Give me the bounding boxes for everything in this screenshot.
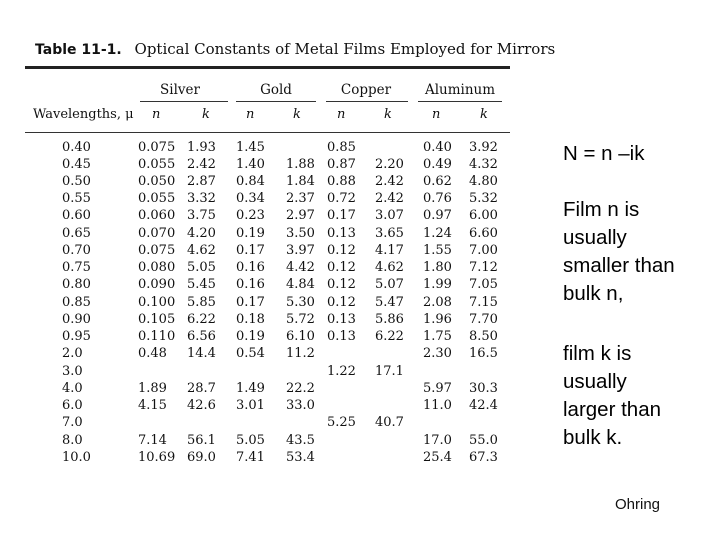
wavelength-cell: 0.45 xyxy=(62,157,91,172)
table-cell: 4.15 xyxy=(138,398,167,413)
table-cell: 3.50 xyxy=(286,226,315,241)
table-cell: 2.97 xyxy=(286,208,315,223)
subheader-aluminum-n: n xyxy=(432,107,441,122)
subheader-gold-n: n xyxy=(246,107,255,122)
table-cell: 5.05 xyxy=(236,433,265,448)
table-cell: 0.110 xyxy=(138,329,176,344)
table-cell: 1.40 xyxy=(236,157,265,172)
table-cell: 5.25 xyxy=(327,415,356,430)
table-cell: 0.85 xyxy=(327,140,356,155)
table-cell: 3.75 xyxy=(187,208,216,223)
table-cell: 0.12 xyxy=(327,243,356,258)
table-cell: 17.1 xyxy=(375,364,404,379)
table-cell: 0.34 xyxy=(236,191,265,206)
wavelength-cell: 7.0 xyxy=(62,415,83,430)
table-cell: 5.85 xyxy=(187,295,216,310)
table-cell: 5.86 xyxy=(375,312,404,327)
table-cell: 0.13 xyxy=(327,329,356,344)
table-cell: 0.97 xyxy=(423,208,452,223)
film-k-line: bulk k. xyxy=(563,426,623,449)
film-n-line: smaller than xyxy=(563,254,675,277)
subheader-aluminum-k: k xyxy=(480,107,488,122)
table-cell: 0.72 xyxy=(327,191,356,206)
table-cell: 55.0 xyxy=(469,433,498,448)
film-k-note xyxy=(563,340,661,452)
wavelength-cell: 0.80 xyxy=(62,277,91,292)
table-cell: 0.080 xyxy=(138,260,176,275)
table-cell: 53.4 xyxy=(286,450,315,465)
table-cell: 7.12 xyxy=(469,260,498,275)
table-cell: 0.12 xyxy=(327,295,356,310)
table-label: Table 11-1. xyxy=(35,42,122,58)
table-cell: 0.16 xyxy=(236,260,265,275)
table-cell: 67.3 xyxy=(469,450,498,465)
table-cell: 1.49 xyxy=(236,381,265,396)
subheader-copper-n: n xyxy=(337,107,346,122)
subheader-silver-k: k xyxy=(202,107,210,122)
film-n-line: usually xyxy=(563,226,627,249)
table-cell: 0.23 xyxy=(236,208,265,223)
gold-rule xyxy=(236,101,316,102)
table-cell: 0.055 xyxy=(138,191,176,206)
table-cell: 4.42 xyxy=(286,260,315,275)
table-cell: 6.10 xyxy=(286,329,315,344)
top-rule xyxy=(25,66,510,69)
table-cell: 4.84 xyxy=(286,277,315,292)
table-cell: 1.88 xyxy=(286,157,315,172)
silver-rule xyxy=(140,101,228,102)
film-k-line: film k is xyxy=(563,342,632,365)
wavelength-cell: 2.0 xyxy=(62,346,83,361)
film-k-line: usually xyxy=(563,370,627,393)
wavelength-cell: 0.95 xyxy=(62,329,91,344)
wavelength-cell: 0.90 xyxy=(62,312,91,327)
table-cell: 1.96 xyxy=(423,312,452,327)
table-cell: 0.49 xyxy=(423,157,452,172)
table-cell: 3.97 xyxy=(286,243,315,258)
table-cell: 3.65 xyxy=(375,226,404,241)
table-cell: 4.32 xyxy=(469,157,498,172)
formula-note: N = n –ik xyxy=(563,142,645,165)
table-cell: 4.80 xyxy=(469,174,498,189)
table-cell: 0.105 xyxy=(138,312,176,327)
table-cell: 0.17 xyxy=(236,243,265,258)
table-cell: 0.76 xyxy=(423,191,452,206)
table-cell: 3.07 xyxy=(375,208,404,223)
metal-header-silver: Silver xyxy=(160,82,200,98)
table-cell: 22.2 xyxy=(286,381,315,396)
wavelength-cell: 0.55 xyxy=(62,191,91,206)
header-rule xyxy=(25,132,510,133)
table-cell: 0.84 xyxy=(236,174,265,189)
copper-rule xyxy=(326,101,408,102)
wavelength-cell: 0.65 xyxy=(62,226,91,241)
wavelength-cell: 4.0 xyxy=(62,381,83,396)
table-cell: 0.12 xyxy=(327,277,356,292)
wavelength-cell: 6.0 xyxy=(62,398,83,413)
metal-header-copper: Copper xyxy=(340,82,392,98)
wavelength-cell: 8.0 xyxy=(62,433,83,448)
table-cell: 0.055 xyxy=(138,157,176,172)
table-cell: 1.99 xyxy=(423,277,452,292)
table-cell: 28.7 xyxy=(187,381,216,396)
table-cell: 6.60 xyxy=(469,226,498,241)
film-k-line: larger than xyxy=(563,398,662,421)
table-cell: 0.17 xyxy=(327,208,356,223)
table-cell: 25.4 xyxy=(423,450,452,465)
table-cell: 17.0 xyxy=(423,433,452,448)
table-cell: 2.42 xyxy=(187,157,216,172)
table-cell: 7.05 xyxy=(469,277,498,292)
table-cell: 42.6 xyxy=(187,398,216,413)
table-cell: 56.1 xyxy=(187,433,216,448)
subheader-gold-k: k xyxy=(293,107,301,122)
table-cell: 8.50 xyxy=(469,329,498,344)
wavelength-cell: 0.85 xyxy=(62,295,91,310)
table-cell: 4.20 xyxy=(187,226,216,241)
table-cell: 4.17 xyxy=(375,243,404,258)
wavelength-cell: 0.75 xyxy=(62,260,91,275)
table-cell: 14.4 xyxy=(187,346,216,361)
table-cell: 0.40 xyxy=(423,140,452,155)
table-cell: 2.37 xyxy=(286,191,315,206)
table-title: Optical Constants of Metal Films Employed for Mirrors xyxy=(134,40,556,58)
table-cell: 1.75 xyxy=(423,329,452,344)
table-cell: 0.19 xyxy=(236,329,265,344)
table-cell: 6.22 xyxy=(375,329,404,344)
table-cell: 69.0 xyxy=(187,450,216,465)
table-cell: 0.060 xyxy=(138,208,176,223)
table-cell: 16.5 xyxy=(469,346,498,361)
table-cell: 7.00 xyxy=(469,243,498,258)
table-cell: 3.92 xyxy=(469,140,498,155)
table-caption xyxy=(35,40,555,59)
table-cell: 0.12 xyxy=(327,260,356,275)
wavelength-cell: 10.0 xyxy=(62,450,91,465)
table-cell: 5.07 xyxy=(375,277,404,292)
table-cell: 4.62 xyxy=(375,260,404,275)
table-cell: 10.69 xyxy=(138,450,176,465)
table-cell: 1.55 xyxy=(423,243,452,258)
table-cell: 0.48 xyxy=(138,346,167,361)
table-cell: 1.80 xyxy=(423,260,452,275)
table-cell: 30.3 xyxy=(469,381,498,396)
table-cell: 1.24 xyxy=(423,226,452,241)
table-cell: 2.42 xyxy=(375,191,404,206)
table-cell: 0.075 xyxy=(138,140,176,155)
table-cell: 3.01 xyxy=(236,398,265,413)
wavelength-cell: 3.0 xyxy=(62,364,83,379)
table-cell: 5.47 xyxy=(375,295,404,310)
table-cell: 1.45 xyxy=(236,140,265,155)
table-cell: 1.93 xyxy=(187,140,216,155)
table-cell: 3.32 xyxy=(187,191,216,206)
table-cell: 7.15 xyxy=(469,295,498,310)
table-cell: 5.97 xyxy=(423,381,452,396)
table-cell: 42.4 xyxy=(469,398,498,413)
film-n-line: bulk n, xyxy=(563,282,624,305)
wavelength-header: Wavelengths, μ xyxy=(33,107,134,122)
table-cell: 2.30 xyxy=(423,346,452,361)
table-cell: 6.56 xyxy=(187,329,216,344)
table-cell: 43.5 xyxy=(286,433,315,448)
table-cell: 0.070 xyxy=(138,226,176,241)
table-cell: 1.84 xyxy=(286,174,315,189)
table-cell: 1.89 xyxy=(138,381,167,396)
wavelength-cell: 0.50 xyxy=(62,174,91,189)
table-cell: 6.00 xyxy=(469,208,498,223)
table-cell: 0.075 xyxy=(138,243,176,258)
table-cell: 0.87 xyxy=(327,157,356,172)
table-cell: 0.19 xyxy=(236,226,265,241)
table-cell: 7.70 xyxy=(469,312,498,327)
source-credit: Ohring xyxy=(615,496,661,513)
table-cell: 33.0 xyxy=(286,398,315,413)
table-cell: 7.14 xyxy=(138,433,167,448)
table-cell: 0.17 xyxy=(236,295,265,310)
table-cell: 0.16 xyxy=(236,277,265,292)
table-cell: 7.41 xyxy=(236,450,265,465)
table-cell: 5.72 xyxy=(286,312,315,327)
table-cell: 5.32 xyxy=(469,191,498,206)
table-cell: 0.54 xyxy=(236,346,265,361)
metal-header-aluminum: Aluminum xyxy=(424,82,496,98)
wavelength-cell: 0.70 xyxy=(62,243,91,258)
table-cell: 40.7 xyxy=(375,415,404,430)
table-cell: 0.18 xyxy=(236,312,265,327)
table-cell: 5.45 xyxy=(187,277,216,292)
table-cell: 4.62 xyxy=(187,243,216,258)
film-n-note xyxy=(563,196,675,308)
film-n-line: Film n is xyxy=(563,198,640,221)
table-cell: 2.08 xyxy=(423,295,452,310)
table-cell: 0.090 xyxy=(138,277,176,292)
metal-header-gold: Gold xyxy=(260,82,292,98)
table-cell: 2.87 xyxy=(187,174,216,189)
subheader-copper-k: k xyxy=(384,107,392,122)
table-cell: 11.2 xyxy=(286,346,315,361)
table-cell: 1.22 xyxy=(327,364,356,379)
table-cell: 2.20 xyxy=(375,157,404,172)
table-cell: 0.88 xyxy=(327,174,356,189)
subheader-silver-n: n xyxy=(152,107,161,122)
table-cell: 0.13 xyxy=(327,312,356,327)
table-cell: 11.0 xyxy=(423,398,452,413)
table-cell: 0.62 xyxy=(423,174,452,189)
aluminum-rule xyxy=(418,101,502,102)
table-cell: 0.100 xyxy=(138,295,176,310)
table-cell: 5.05 xyxy=(187,260,216,275)
table-cell: 0.13 xyxy=(327,226,356,241)
table-cell: 0.050 xyxy=(138,174,176,189)
wavelength-cell: 0.40 xyxy=(62,140,91,155)
wavelength-cell: 0.60 xyxy=(62,208,91,223)
table-cell: 2.42 xyxy=(375,174,404,189)
table-cell: 6.22 xyxy=(187,312,216,327)
table-cell: 5.30 xyxy=(286,295,315,310)
